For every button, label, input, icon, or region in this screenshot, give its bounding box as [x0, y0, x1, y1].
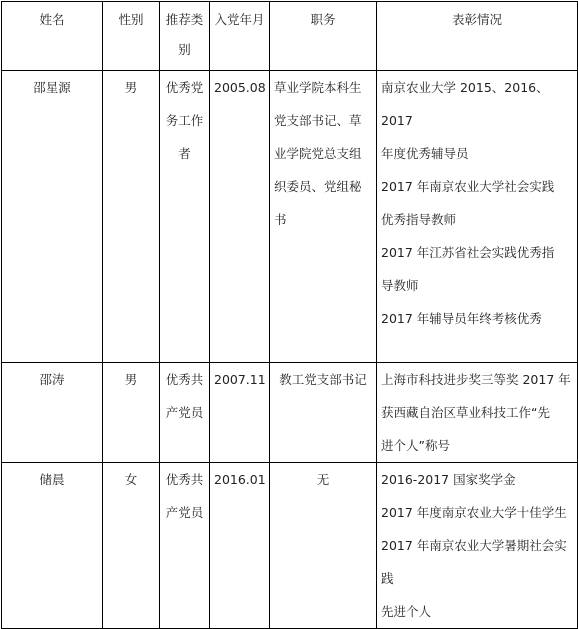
header-gender: 性别 — [103, 2, 160, 71]
honor-item: 2017 年南京农业大学暑期社会实践 先进个人 — [381, 538, 567, 619]
cell-honors — [377, 463, 578, 629]
header-position: 职务 — [270, 2, 377, 71]
header-category: 推荐类 别 — [160, 2, 210, 71]
honor-item: 2017 年度南京农业大学十佳学生 — [381, 505, 567, 520]
honor-item: 2017 年辅导员年终考核优秀 — [381, 311, 542, 326]
cell-join-date: 2007.11 — [210, 363, 270, 463]
cell-honors — [377, 363, 578, 463]
honor-item: 2016-2017 国家奖学金 — [381, 472, 516, 487]
header-name: 姓名 — [2, 2, 103, 71]
header-honors: 表彰情况 — [377, 2, 578, 71]
table-row — [2, 363, 578, 463]
cell-position: 无 — [270, 463, 377, 629]
cell-position: 草业学院本科生 党支部书记、草 业学院党总支组 织委员、党组秘 书 — [270, 71, 377, 363]
commendation-table — [1, 1, 578, 629]
cell-gender: 男 — [103, 71, 160, 363]
cell-join-date: 2016.01 — [210, 463, 270, 629]
cell-name: 邵涛 — [2, 363, 103, 463]
cell-category: 优秀共 产党员 — [160, 363, 210, 463]
honor-item: 南京农业大学 2015、2016、2017 年度优秀辅导员 — [381, 80, 549, 161]
cell-name: 储晨 — [2, 463, 103, 629]
honor-item: 2017 年南京农业大学社会实践 优秀指导教师 — [381, 179, 555, 227]
cell-gender: 女 — [103, 463, 160, 629]
cell-category: 优秀党 务工作 者 — [160, 71, 210, 363]
cell-honors — [377, 71, 578, 363]
cell-gender: 男 — [103, 363, 160, 463]
header-join-date: 入党年月 — [210, 2, 270, 71]
cell-category: 优秀共 产党员 — [160, 463, 210, 629]
table-row — [2, 463, 578, 629]
table-row — [2, 71, 578, 363]
honor-item: 上海市科技进步奖三等奖 2017 年 获西藏自治区草业科技工作“先 进个人”称号 — [381, 372, 571, 453]
cell-join-date: 2005.08 — [210, 71, 270, 363]
cell-name: 邵星源 — [2, 71, 103, 363]
cell-position: 教工党支部书记 — [270, 363, 377, 463]
header-row — [2, 2, 578, 71]
honor-item: 2017 年江苏省社会实践优秀指 导教师 — [381, 245, 555, 293]
